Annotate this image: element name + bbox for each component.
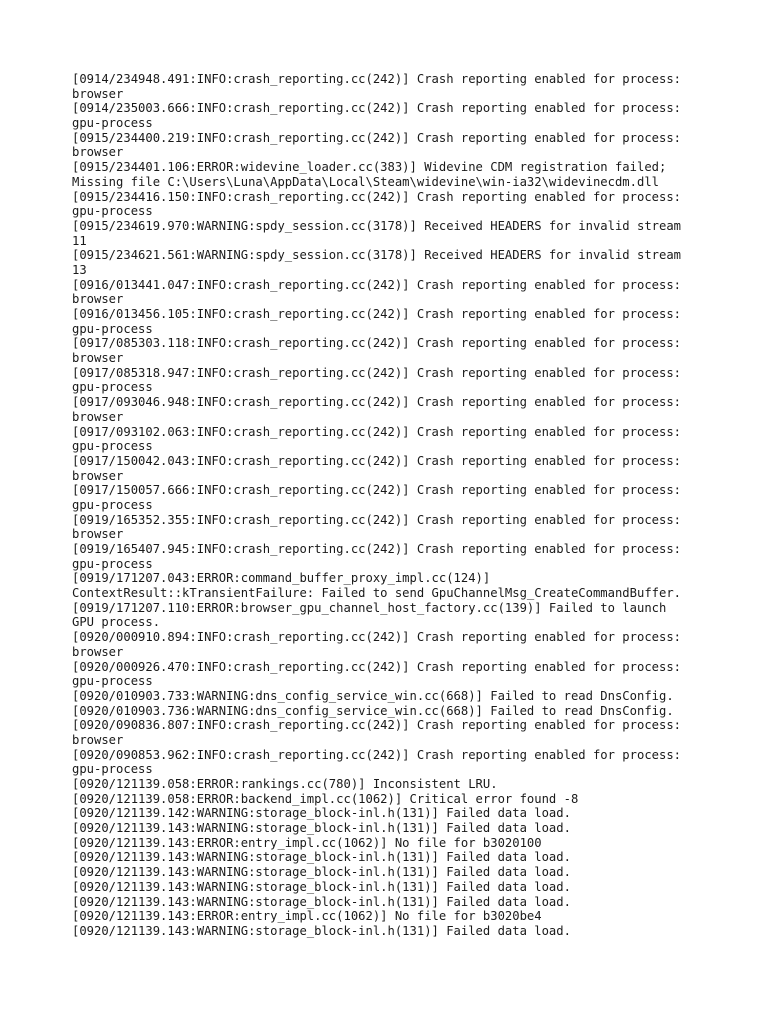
log-line: [0914/235003.666:INFO:crash_reporting.cc(242)] Crash reporting enabled for process:	[72, 101, 682, 116]
log-line: [0917/093046.948:INFO:crash_reporting.cc(242)] Crash reporting enabled for process:	[72, 395, 682, 410]
log-line: [0917/085318.947:INFO:crash_reporting.cc(242)] Crash reporting enabled for process:	[72, 365, 682, 380]
log-line: [0920/121139.142:WARNING:storage_block-inl.h(131)] Failed data load.	[72, 806, 571, 821]
log-line: [0920/121139.143:WARNING:storage_block-inl.h(131)] Failed data load.	[72, 865, 571, 880]
log-line: [0920/010903.736:WARNING:dns_config_service_win.cc(668)] Failed to read DnsConfig.	[72, 703, 674, 718]
log-line: Missing file C:\Users\Luna\AppData\Local\Steam\widevine\win-ia32\widevinecdm.dll	[72, 174, 659, 189]
log-line: [0915/234401.106:ERROR:widevine_loader.cc(383)] Widevine CDM registration failed;	[72, 160, 667, 175]
log-line: [0917/093102.063:INFO:crash_reporting.cc(242)] Crash reporting enabled for process:	[72, 424, 682, 439]
log-line: browser	[72, 409, 124, 424]
log-line: [0920/121139.058:ERROR:backend_impl.cc(1062)] Critical error found -8	[72, 791, 579, 806]
log-line: [0920/000926.470:INFO:crash_reporting.cc(242)] Crash reporting enabled for process:	[72, 659, 682, 674]
log-line: [0920/090836.807:INFO:crash_reporting.cc(242)] Crash reporting enabled for process:	[72, 718, 682, 733]
log-line: [0915/234400.219:INFO:crash_reporting.cc(242)] Crash reporting enabled for process:	[72, 130, 682, 145]
log-line: browser	[72, 292, 124, 307]
log-line: [0920/090853.962:INFO:crash_reporting.cc(242)] Crash reporting enabled for process:	[72, 747, 682, 762]
log-line: [0920/121139.143:WARNING:storage_block-inl.h(131)] Failed data load.	[72, 821, 571, 836]
log-line: browser	[72, 351, 124, 366]
log-line: gpu-process	[72, 380, 153, 395]
log-line: 11	[72, 233, 87, 248]
log-line: [0920/121139.058:ERROR:rankings.cc(780)] Inconsistent LRU.	[72, 777, 498, 791]
log-line: [0915/234619.970:WARNING:spdy_session.cc(3178)] Received HEADERS for invalid stream	[72, 218, 682, 233]
log-line: [0920/121139.143:WARNING:storage_block-inl.h(131)] Failed data load.	[72, 923, 571, 938]
log-line: 13	[72, 262, 87, 277]
log-line: ContextResult::kTransientFailure: Failed to send GpuChannelMsg_CreateCommandBuffer.	[72, 586, 682, 601]
log-line: gpu-process	[72, 116, 153, 131]
log-line: gpu-process	[72, 556, 153, 571]
log-line: browser	[72, 527, 124, 542]
log-line: GPU process.	[72, 615, 161, 630]
log-line: [0917/150057.666:INFO:crash_reporting.cc(242)] Crash reporting enabled for process:	[72, 483, 682, 498]
log-line: browser	[72, 644, 124, 659]
log-line: browser	[72, 732, 124, 747]
log-line: gpu-process	[72, 674, 153, 689]
log-line: [0920/121139.143:WARNING:storage_block-inl.h(131)] Failed data load.	[72, 879, 571, 894]
log-line: gpu-process	[72, 204, 153, 219]
log-line: [0920/121139.143:ERROR:entry_impl.cc(1062)] No file for b3020100	[72, 835, 542, 850]
log-line: [0920/121139.143:WARNING:storage_block-inl.h(131)] Failed data load.	[72, 894, 571, 909]
log-line: [0916/013441.047:INFO:crash_reporting.cc(242)] Crash reporting enabled for process:	[72, 277, 682, 292]
log-line: [0917/085303.118:INFO:crash_reporting.cc(242)] Crash reporting enabled for process:	[72, 336, 682, 351]
log-line: browser	[72, 468, 124, 483]
log-line: gpu-process	[72, 497, 153, 512]
log-line: [0920/010903.733:WARNING:dns_config_service_win.cc(668)] Failed to read DnsConfig.	[72, 688, 674, 703]
log-line: [0916/013456.105:INFO:crash_reporting.cc(242)] Crash reporting enabled for process:	[72, 307, 682, 321]
log-line: [0919/171207.110:ERROR:browser_gpu_channel_host_factory.cc(139)] Failed to launch	[72, 600, 667, 615]
log-text-view	[72, 72, 712, 939]
log-line: gpu-process	[72, 321, 153, 336]
log-line: [0914/234948.491:INFO:crash_reporting.cc(242)] Crash reporting enabled for process:	[72, 72, 682, 86]
log-line: [0920/000910.894:INFO:crash_reporting.cc(242)] Crash reporting enabled for process:	[72, 630, 682, 645]
log-line: [0920/121139.143:ERROR:entry_impl.cc(1062)] No file for b3020be4	[72, 909, 542, 924]
log-line: gpu-process	[72, 762, 153, 777]
log-line: [0919/165352.355:INFO:crash_reporting.cc(242)] Crash reporting enabled for process:	[72, 512, 682, 527]
log-line: [0920/121139.143:WARNING:storage_block-inl.h(131)] Failed data load.	[72, 850, 571, 865]
log-line: [0919/165407.945:INFO:crash_reporting.cc(242)] Crash reporting enabled for process:	[72, 542, 682, 556]
log-line: [0919/171207.043:ERROR:command_buffer_proxy_impl.cc(124)]	[72, 571, 491, 586]
log-line: [0915/234416.150:INFO:crash_reporting.cc(242)] Crash reporting enabled for process:	[72, 189, 682, 204]
log-line: [0917/150042.043:INFO:crash_reporting.cc(242)] Crash reporting enabled for process:	[72, 453, 682, 468]
log-line: browser	[72, 86, 124, 101]
log-line: gpu-process	[72, 439, 153, 454]
log-line: [0915/234621.561:WARNING:spdy_session.cc(3178)] Received HEADERS for invalid stream	[72, 248, 682, 263]
log-line: browser	[72, 145, 124, 160]
